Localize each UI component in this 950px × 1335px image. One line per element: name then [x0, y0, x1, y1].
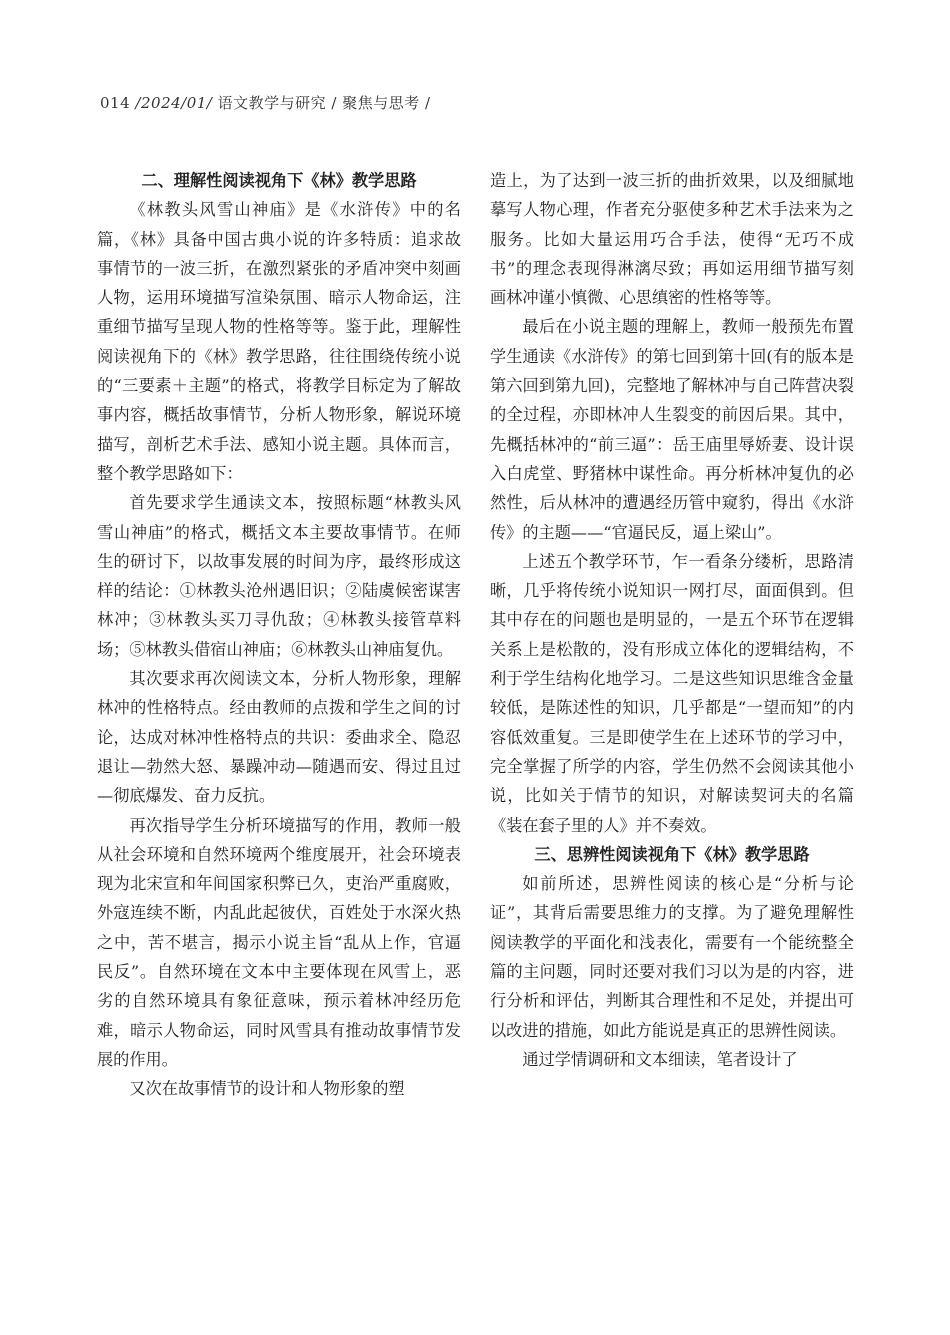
- right-column: [490, 166, 854, 1074]
- column-name: / 聚焦与思考 /: [331, 94, 431, 112]
- paragraph: 再次指导学生分析环境描写的作用，教师一般从社会环境和自然环境两个维度展开，社会环境表现为北宋宣和年间国家积弊已久，吏治严重腐败，外寇连续不断，内乱此起彼伏，百姓处于水深火热之中，苦不堪言，揭示小说主旨“乱从上作，官逼民反”。自然环境在文本中主要体现在风雪上，恶劣的自然环境具有象征意味，预示着林冲经历危难，暗示人物命运，同时风雪具有推动故事情节发展的作用。: [97, 815, 461, 1069]
- paragraph: 《林教头风雪山神庙》是《水浒传》中的名篇，《林》具备中国古典小说的许多特质：追求故事情节的一波三折，在激烈紧张的矛盾冲突中刻画人物，运用环境描写渲染氛围、暗示人物命运，注重细节描写呈现人物的性格等等。鉴于此，理解性阅读视角下的《林》教学思路，往往围绕传统小说的“三要素＋主题”的格式，将教学目标定为了解故事内容，概括故事情节，分析人物形象，解说环境描写，剖析艺术手法、感知小说主题。具体而言，整个教学思路如下：: [97, 200, 461, 483]
- running-header: [100, 92, 431, 113]
- paragraph: 通过学情调研和文本细读，笔者设计了: [522, 1049, 798, 1069]
- paragraph: 上述五个教学环节，乍一看条分缕析，思路清晰，几乎将传统小说知识一网打尽，面面俱到。但其中存在的问题也是明显的，一是五个环节在逻辑关系上是松散的，没有形成立体化的逻辑结构，不利于学生结构化地学习。二是这些知识思维含金量较低，是陈述性的知识，几乎都是“一望而知”的内容低效重复。三是即使学生在上述环节的学习中，完全掌握了所学的内容，学生仍然不会阅读其他小说，比如关于情节的知识，对解读契诃夫的名篇《装在套子里的人》并不奏效。: [490, 551, 854, 835]
- paragraph: 最后在小说主题的理解上，教师一般预先布置学生通读《水浒传》的第七回到第十回(有的版本是第六回到第九回)，完整地了解林冲与自己阵营决裂的全过程，亦即林冲人生裂变的前因后果。其中，先概括林冲的“前三逼”：岳王庙里辱娇妻、设计误入白虎堂、野猪林中谋性命。再分析林冲复仇的必然性，后从林冲的遭遇经历管中窥豹，得出《水浒传》的主题——“官逼民反，逼上梁山”。: [490, 317, 854, 542]
- paragraph: 如前所述，思辨性阅读的核心是“分析与论证”，其背后需要思维力的支撑。为了避免理解性阅读教学的平面化和浅表化，需要有一个能统整全篇的主问题，同时还要对我们习以为是的内容，进行分析和评估，判断其合理性和不足处，并提出可以改进的措施，如此方能说是真正的思辨性阅读。: [490, 874, 854, 1040]
- left-column: [97, 166, 461, 1104]
- section-heading-2: 二、理解性阅读视角下《林》教学思路: [141, 171, 417, 190]
- paragraph: 又次在故事情节的设计和人物形象的塑: [129, 1079, 405, 1099]
- paragraph-continued: 造上，为了达到一波三折的曲折效果，以及细腻地摹写人物心理，作者充分驱使多种艺术手法来为之服务。比如大量运用巧合手法，使得“无巧不成书”的理念表现得淋漓尽致；再如运用细节描写刻画林冲谨小慎微、心思缜密的性格等等。: [490, 171, 854, 308]
- page-number: 014: [100, 94, 131, 112]
- paragraph: 其次要求再次阅读文本，分析人物形象，理解林冲的性格特点。经由教师的点拨和学生之间的讨论，达成对林冲性格特点的共识：委曲求全、隐忍退让—勃然大怒、暴躁冲动—随遇而安、得过且过—彻底爆发、奋力反抗。: [97, 669, 461, 806]
- paragraph: 首先要求学生通读文本，按照标题“林教头风雪山神庙”的格式，概括文本主要故事情节。在师生的研讨下，以故事发展的时间为序，最终形成这样的结论：①林教头沧州遇旧识；②陆虞候密谋害林冲；③林教头买刀寻仇敌；④林教头接管草料场；⑤林教头借宿山神庙；⑥林教头山神庙复仇。: [97, 493, 461, 659]
- section-heading-3: 三、思辨性阅读视角下《林》教学思路: [534, 844, 810, 864]
- issue-number: /2024/01/: [135, 94, 213, 112]
- journal-name: 语文教学与研究: [217, 94, 327, 112]
